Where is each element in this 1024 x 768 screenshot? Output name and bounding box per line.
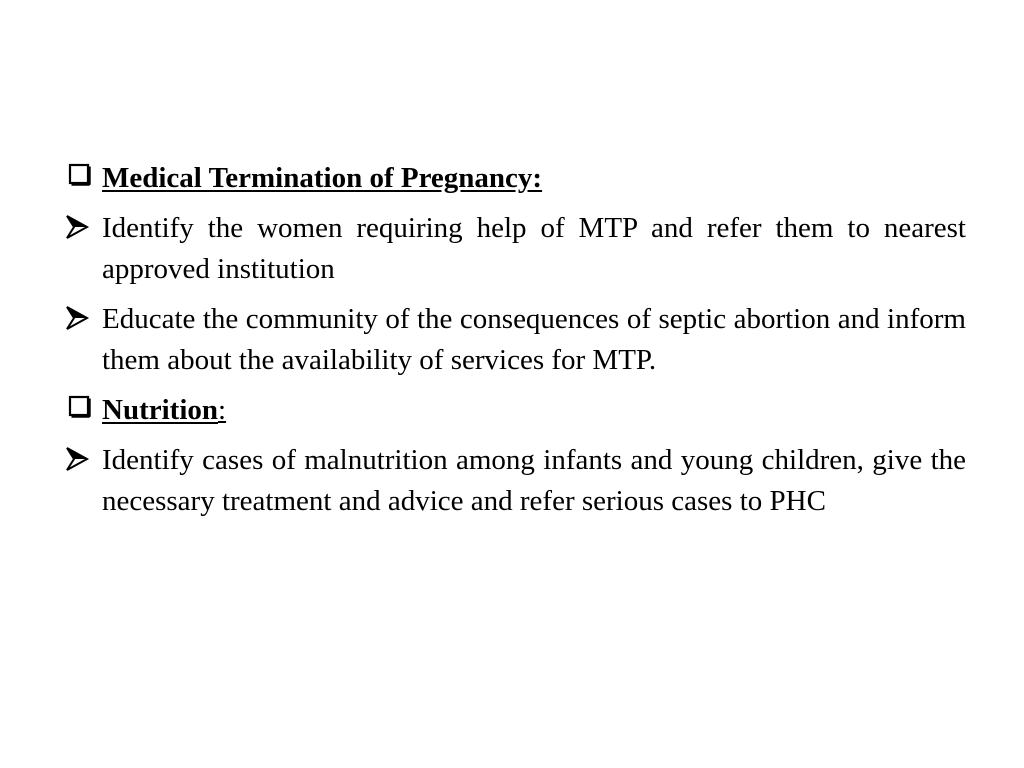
- checkbox-square-icon: [62, 158, 96, 199]
- section-heading-mtp: [62, 158, 966, 199]
- bullet-point: [62, 440, 966, 522]
- section-heading-text: Medical Termination of Pregnancy:: [102, 162, 543, 194]
- checkbox-square-icon: [62, 390, 96, 431]
- section-heading-text: Nutrition: [102, 394, 218, 426]
- bullet-text: Educate the community of the consequences of septic abortion and inform them about the availability of services for MTP.: [102, 303, 966, 376]
- arrowhead-bullet-icon: [62, 440, 96, 481]
- section-heading-nutrition: [62, 390, 966, 431]
- bullet-text: Identify the women requiring help of MTP and refer them to nearest approved institution: [102, 212, 966, 285]
- arrowhead-bullet-icon: [62, 208, 96, 249]
- bullet-point: [62, 299, 966, 381]
- bullet-text: Identify cases of malnutrition among infants and young children, give the necessary treatment and advice and refer serious cases to PHC: [102, 444, 966, 517]
- bullet-point: [62, 208, 966, 290]
- slide-content: [62, 158, 966, 531]
- section-heading-suffix: :: [218, 394, 227, 426]
- arrowhead-bullet-icon: [62, 299, 96, 340]
